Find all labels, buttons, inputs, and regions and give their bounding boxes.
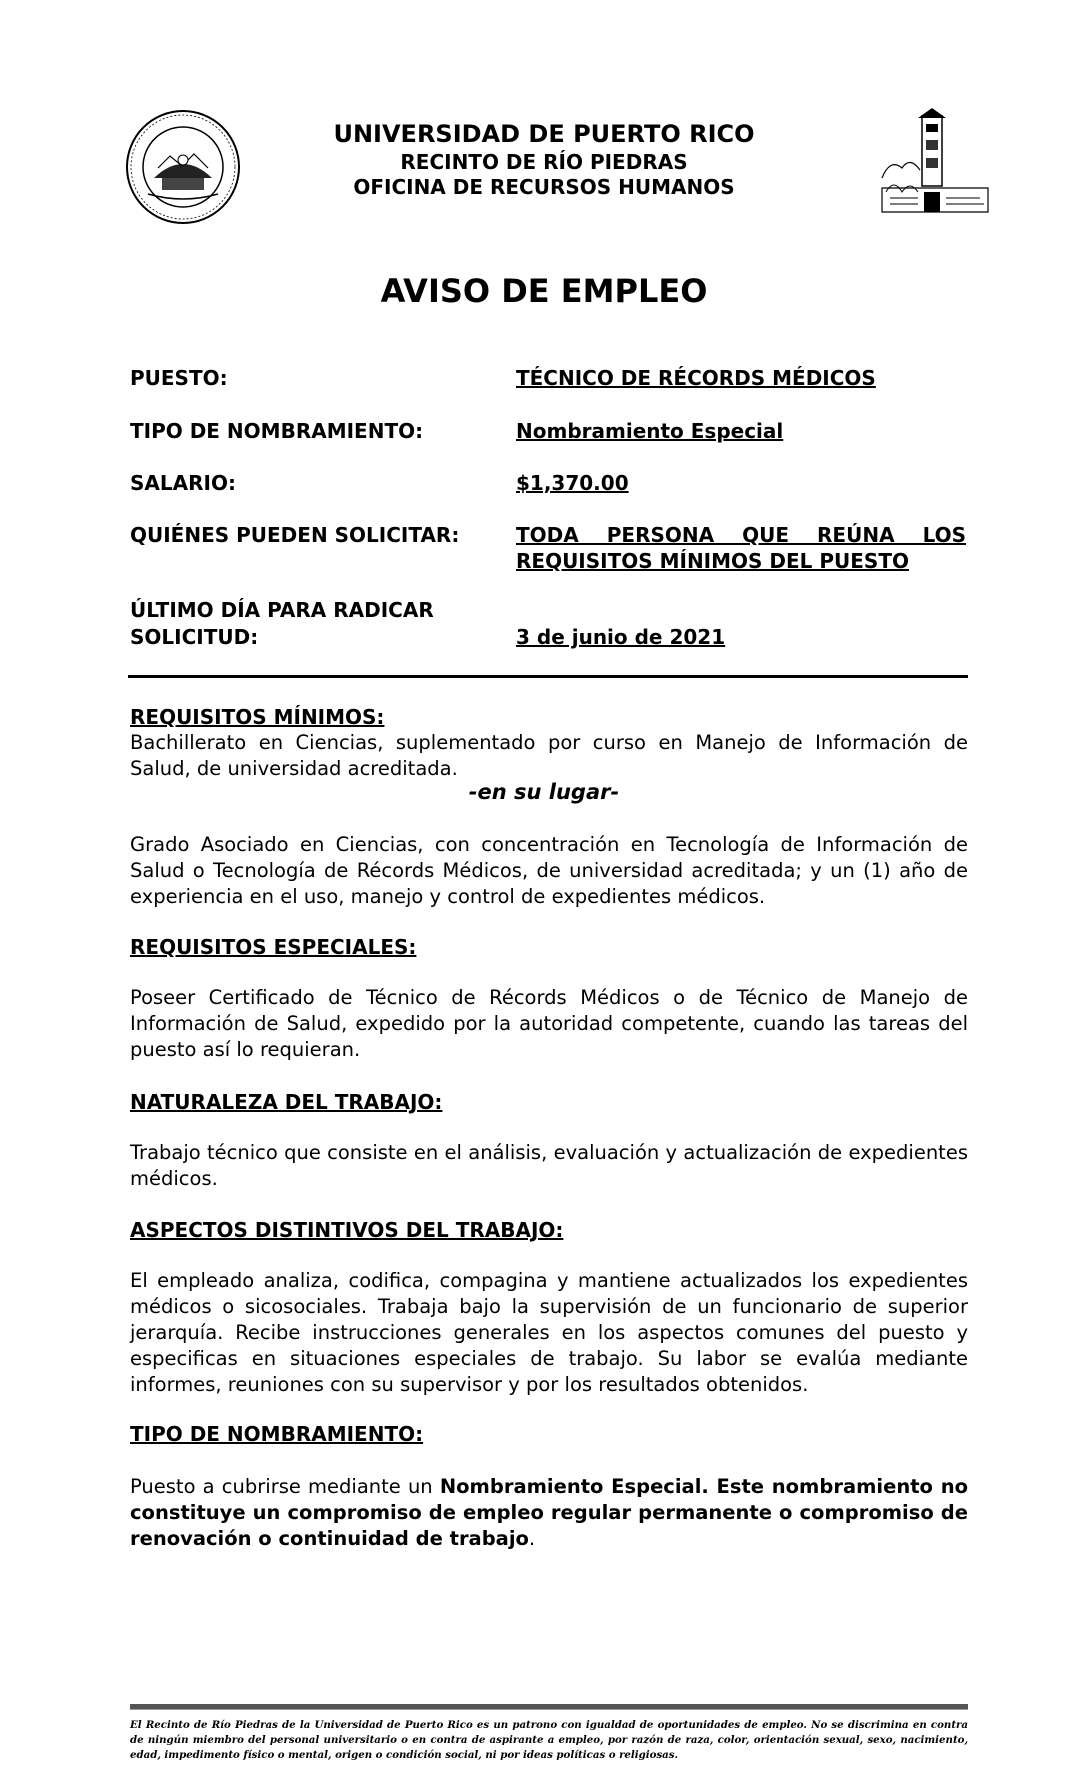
tipo-nomb-text — [130, 1474, 968, 1552]
salario-label: SALARIO: — [130, 471, 236, 495]
req-esp-text: Poseer Certificado de Técnico de Récords Médicos o de Técnico de Manejo de Información de Salud, expedido por la autoridad competente, cuando las tareas del puesto así lo requieran. — [130, 986, 968, 1061]
tipo-nomb-title: TIPO DE NOMBRAMIENTO: — [130, 1422, 424, 1446]
req-min-text: Bachillerato en Ciencias, suplementado por curso en Manejo de Información de Salud, de universidad acreditada. — [130, 731, 968, 780]
aspectos-text: El empleado analiza, codifica, compagina y mantiene actualizados los expedientes médicos o sicosociales. Trabaja bajo la supervisión de un funcionario de superior jerarquía. Recibe instrucciones generales en los aspectos comunes del puesto y especificas en situaciones especiales de trabajo. Su labor se evalúa mediante informes, reuniones con su supervisor y por los resultados obtenidos. — [130, 1269, 968, 1396]
naturaleza-title: NATURALEZA DEL TRABAJO: — [130, 1090, 443, 1114]
req-min-title: REQUISITOS MÍNIMOS: — [130, 705, 385, 729]
ultimo-label-line2: SOLICITUD: — [130, 625, 259, 649]
tipo-nomb-plain: Puesto a cubrirse mediante un — [130, 1475, 440, 1498]
footer-divider — [130, 1704, 968, 1710]
ultimo-value: 3 de junio de 2021 — [516, 625, 726, 649]
tipo-nomb-end: . — [528, 1527, 536, 1550]
puesto-value: TÉCNICO DE RÉCORDS MÉDICOS — [516, 366, 876, 390]
tipo-nomb-bold: Nombramiento Especial. Este nombramiento no constituye un compromiso de empleo regular permanente o compromiso de renovación o continuidad de trabajo — [130, 1475, 968, 1550]
tipo-value: Nombramiento Especial — [516, 419, 784, 443]
ultimo-label-line1: ÚLTIMO DÍA PARA RADICAR — [130, 598, 434, 622]
puesto-label: PUESTO: — [130, 366, 228, 390]
req-min-alt-text: Grado Asociado en Ciencias, con concentración en Tecnología de Información de Salud o Tecnología de Récords Médicos, de universidad acreditada; y un (1) año de experiencia en el uso, manejo y control de expedientes médicos. — [130, 833, 968, 908]
quienes-value-line1: TODA PERSONA QUE REÚNA LOS — [516, 523, 966, 547]
salario-value: $1,370.00 — [516, 471, 629, 495]
req-esp-title: REQUISITOS ESPECIALES: — [130, 935, 417, 959]
aspectos-title: ASPECTOS DISTINTIVOS DEL TRABAJO: — [130, 1218, 564, 1242]
naturaleza-text: Trabajo técnico que consiste en el análisis, evaluación y actualización de expedientes médicos. — [130, 1141, 968, 1190]
office-name: OFICINA DE RECURSOS HUMANOS — [353, 175, 735, 199]
page-title: AVISO DE EMPLEO — [380, 272, 708, 310]
quienes-value-line2: REQUISITOS MÍNIMOS DEL PUESTO — [516, 549, 909, 573]
divider — [128, 675, 968, 678]
tipo-label: TIPO DE NOMBRAMIENTO: — [130, 419, 424, 443]
university-name: UNIVERSIDAD DE PUERTO RICO — [333, 120, 755, 148]
quienes-label: QUIÉNES PUEDEN SOLICITAR: — [130, 523, 460, 547]
footer-disclaimer: El Recinto de Río Piedras de la Universidad de Puerto Rico es un patrono con igualdad de oportunidades de empleo. No se discrimina en contra de ningún miembro del personal universitario o en contra de aspirante a empleo, por razón de raza, color, orientación sexual, sexo, nacimiento, edad, impedimento físico o mental, origen o condición social, ni por ideas políticas o religiosas. — [130, 1719, 968, 1761]
campus-name: RECINTO DE RÍO PIEDRAS — [400, 150, 688, 174]
alternative-label: -en su lugar- — [468, 780, 620, 804]
